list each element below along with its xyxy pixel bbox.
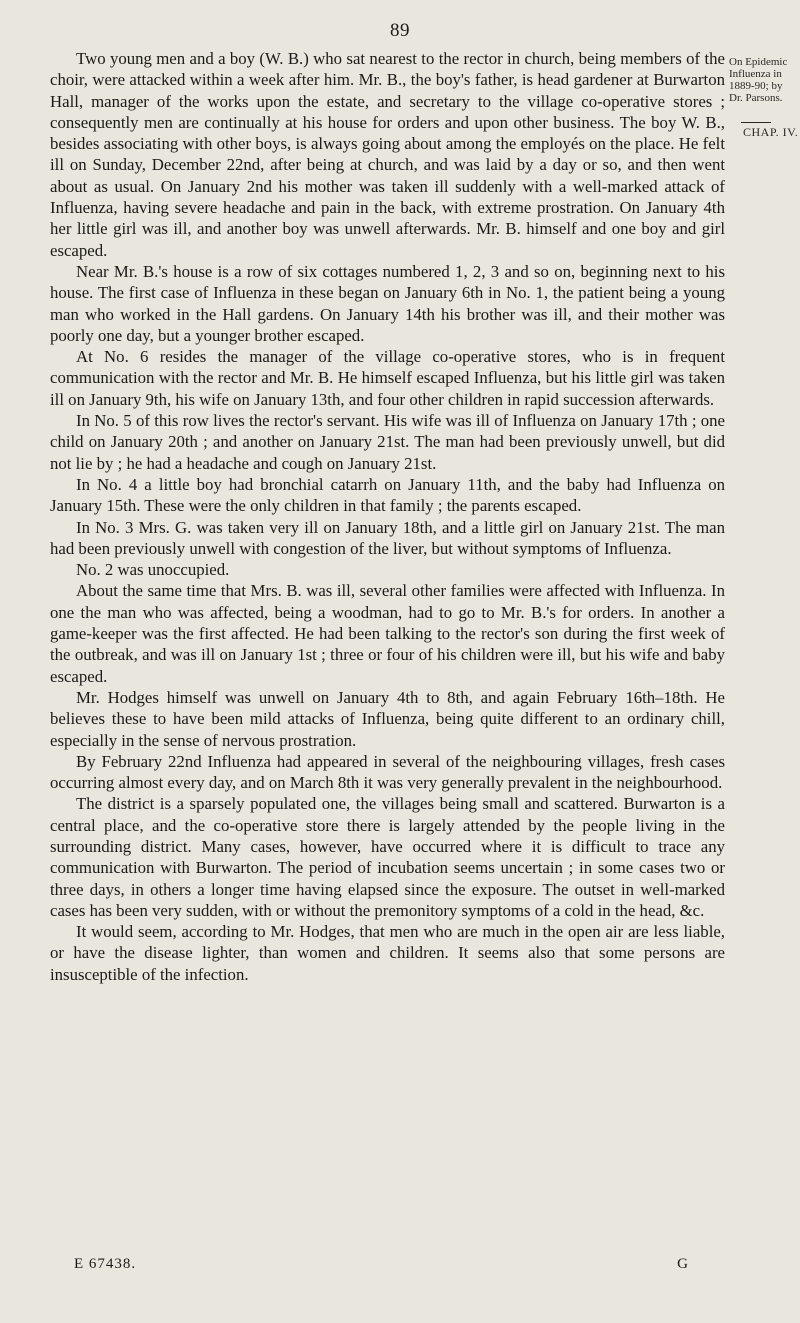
signature-mark: G xyxy=(677,1256,689,1272)
paragraph: The district is a sparsely populated one, the villages being small and scattered. Burwarton is a central place, and the co-operative store there is largely attended by the people living in the surrounding district. Many cases, however, have occurred where it is difficult to trace any communication with Burwarton. The period of incubation seems uncertain ; in some cases two or three days, in others a longer time having elapsed since the exposure. The outset in well-marked cases has been very sudden, with or without the premonitory symptoms of a cold in the head, &c. xyxy=(50,794,725,920)
chapter-label-text: CHAP. IV. xyxy=(743,125,799,139)
paragraph: By February 22nd Influenza had appeared in several of the neighbouring villages, fresh cases occurring almost every day, and on March 8th it was very generally prevalent in the neighbourhood. xyxy=(50,751,725,793)
margin-notes xyxy=(729,56,799,138)
printer-code: E 67438. xyxy=(74,1256,137,1272)
chapter-label xyxy=(729,126,799,138)
paragraph: In No. 5 of this row lives the rector's servant. His wife was ill of Influenza on January 17th ; one child on January 20th ; and another on January 21st. The man had been previously unwell, but did not lie by ; he had a headache and cough on January 21st. xyxy=(50,411,725,473)
body-text xyxy=(50,48,725,985)
paragraph: About the same time that Mrs. B. was ill, several other families were affected with Influenza. In one the man who was affected, being a woodman, had to go to Mr. B.'s for orders. In another a game-keeper was the first affected. He had been talking to the rector's son during the first week of the outbreak, and was ill on January 1st ; three or four of his children were ill, but his wife and baby escaped. xyxy=(50,581,725,686)
page-number: 89 xyxy=(390,20,410,41)
paragraph: In No. 4 a little boy had bronchial catarrh on January 11th, and the baby had Influenza on January 15th. These were the only children in that family ; the parents escaped. xyxy=(50,474,725,516)
paragraph: At No. 6 resides the manager of the village co-operative stores, who is in frequent communication with the rector and Mr. B. He himself escaped Influenza, but his little girl was taken ill on January 9th, his wife on January 13th, and four other children in rapid succession afterwards. xyxy=(50,347,725,409)
margin-note-line: Influenza in xyxy=(729,68,782,80)
paragraph: Near Mr. B.'s house is a row of six cottages numbered 1, 2, 3 and so on, beginning next to his house. The first case of Influenza in these began on January 6th in No. 1, the patient being a young man who worked in the Hall gardens. On January 14th his brother was ill, and their mother was poorly one day, but a younger brother escaped. xyxy=(50,261,725,345)
margin-note-line: 1889-90; by xyxy=(729,80,783,92)
paragraph: No. 2 was unoccupied. xyxy=(76,560,230,580)
paragraph: It would seem, according to Mr. Hodges, that men who are much in the open air are less liable, or have the disease lighter, than women and children. It seems also that some persons are insusceptible of the infection. xyxy=(50,922,725,984)
paragraph: In No. 3 Mrs. G. was taken very ill on January 18th, and a little girl on January 21st. The man had been previously unwell with congestion of the liver, but without symptoms of Influenza. xyxy=(50,517,725,558)
margin-note-line: Dr. Parsons. xyxy=(729,92,783,104)
page-footer xyxy=(74,1256,689,1273)
chapter-rule xyxy=(741,122,771,123)
paragraph: Two young men and a boy (W. B.) who sat nearest to the rector in church, being members of the choir, were attacked within a week after him. Mr. B., the boy's father, is head gardener at Burwarton Hall, manager of the works upon the estate, and secretary to the village co-operative stores ; consequently men are continually at his house for orders and upon other business. The boy W. B., besides associating with other boys, is always going about among the employés on the place. He felt ill on Sunday, December 22nd, after being at church, and was laid by a day or so, and then went about as usual. On January 2nd his mother was taken ill suddenly with a well-marked attack of Influenza, having severe headache and pain in the back, with extreme prostration. On January 4th her little girl was ill, and another boy was unwell afterwards. Mr. B. himself and one boy and girl escaped. xyxy=(50,49,725,260)
paragraph: Mr. Hodges himself was unwell on January 4th to 8th, and again February 16th–18th. He believes these to have been mild attacks of Influenza, being quite different to an ordinary chill, especially in the sense of nervous prostration. xyxy=(50,687,725,750)
margin-note-line: On Epidemic xyxy=(729,56,788,68)
